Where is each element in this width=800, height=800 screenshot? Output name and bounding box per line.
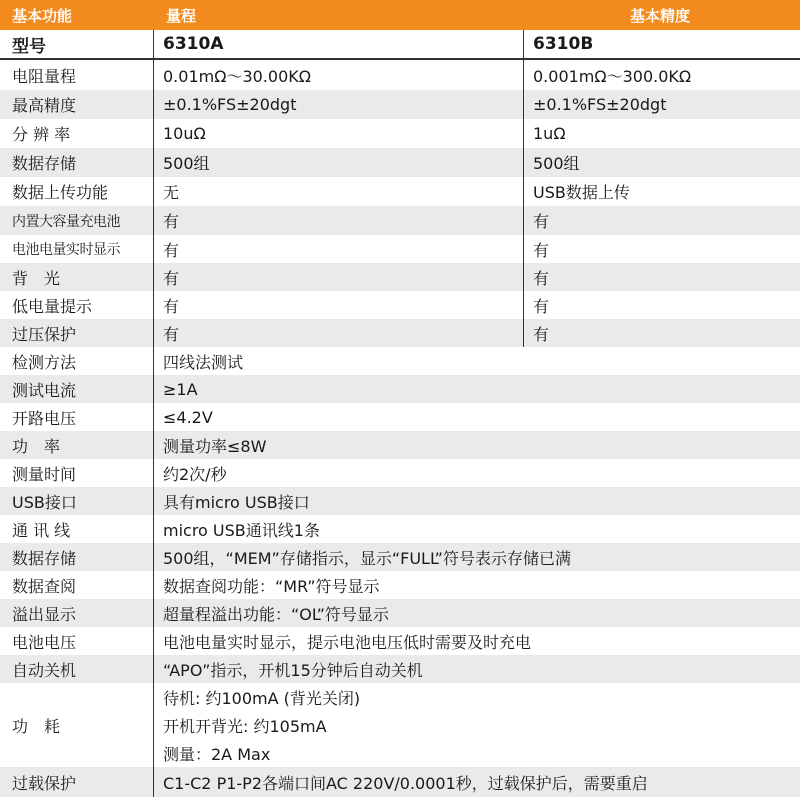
- row-value: micro USB通讯线1条: [163, 520, 320, 540]
- table-row: [0, 90, 800, 119]
- row-value: 测量功率≤8W: [163, 436, 267, 456]
- row-label: USB接口: [0, 487, 154, 515]
- table-row: [0, 263, 800, 291]
- row-value-a: ±0.1%FS±20dgt: [154, 90, 524, 119]
- table-row: [0, 403, 800, 431]
- row-label: 低电量提示: [0, 291, 154, 319]
- row-value-a: 10uΩ: [154, 119, 524, 148]
- table-row: [0, 655, 800, 683]
- row-value-b: 500组: [533, 154, 580, 173]
- row-value-a: 有: [154, 319, 524, 347]
- row-value-b: 有: [533, 240, 550, 260]
- row-value: “APO”指示，开机15分钟后自动关机: [163, 660, 423, 680]
- power-line-backlight: 开机开背光: 约105mA: [163, 716, 327, 736]
- row-value-b: USB数据上传: [533, 183, 630, 202]
- row-value-b: 1uΩ: [533, 124, 566, 143]
- row-label: 开路电压: [0, 403, 154, 431]
- row-label: 最高精度: [0, 90, 154, 119]
- table-row: [0, 177, 800, 206]
- row-label: 检测方法: [0, 347, 154, 375]
- row-label: 数据存储: [0, 148, 154, 177]
- row-value-a: 有: [154, 235, 524, 263]
- power-consumption-row: [0, 683, 800, 767]
- row-label: 过压保护: [0, 319, 154, 347]
- model-b: 6310B: [533, 34, 594, 54]
- row-label: 分 辨 率: [0, 119, 154, 148]
- table-row: [0, 375, 800, 403]
- table-row: [0, 235, 800, 263]
- row-value: 四线法测试: [163, 352, 244, 372]
- table-row: [0, 599, 800, 627]
- row-value-b: 有: [533, 296, 550, 316]
- row-value-a: 有: [154, 291, 524, 319]
- header-range: 量程: [166, 6, 197, 25]
- header-basic-function: 基本功能: [12, 6, 73, 25]
- row-label: 数据查阅: [0, 571, 154, 599]
- row-value-b: 有: [533, 212, 550, 231]
- table-row: [0, 487, 800, 515]
- table-row: [0, 291, 800, 319]
- row-label: 自动关机: [0, 655, 154, 683]
- row-value-a: 有: [154, 263, 524, 291]
- row-value-b: ±0.1%FS±20dgt: [533, 95, 667, 114]
- table-row: [0, 543, 800, 571]
- row-label: 功 率: [0, 431, 154, 459]
- model-row: [0, 30, 800, 60]
- table-row: [0, 571, 800, 599]
- overload-protection-row: [0, 767, 800, 797]
- row-value-b: 有: [533, 324, 550, 344]
- table-row: [0, 60, 800, 90]
- row-value: ≤4.2V: [163, 407, 213, 427]
- table-row: [0, 515, 800, 543]
- spec-table: [0, 30, 800, 797]
- power-line-measure: 测量：2A Max: [163, 744, 271, 764]
- table-header: [0, 0, 800, 30]
- row-value-a: 无: [154, 177, 524, 206]
- row-value-b: 有: [533, 268, 550, 288]
- row-value: ≥1A: [163, 379, 198, 399]
- power-line-standby: 待机: 约100mA (背光关闭): [163, 688, 361, 708]
- row-label: 功 耗: [0, 683, 154, 767]
- row-label: 溢出显示: [0, 599, 154, 627]
- row-label: 数据存储: [0, 543, 154, 571]
- row-value: 具有micro USB接口: [163, 492, 310, 512]
- row-label: 背 光: [0, 263, 154, 291]
- row-label: 通 讯 线: [0, 515, 154, 543]
- row-value-a: 0.01mΩ～30.00KΩ: [154, 60, 524, 90]
- row-label: 内置大容量充电池: [0, 206, 154, 235]
- model-a: 6310A: [154, 30, 524, 58]
- row-value-a: 有: [154, 206, 524, 235]
- table-row: [0, 431, 800, 459]
- row-value: 数据查阅功能：“MR”符号显示: [163, 576, 380, 596]
- row-value: 500组，“MEM”存储指示，显示“FULL”符号表示存储已满: [163, 548, 571, 568]
- row-value-b: 0.001mΩ～300.0KΩ: [533, 66, 692, 86]
- table-row: [0, 148, 800, 177]
- row-value: 超量程溢出功能：“OL”符号显示: [163, 604, 389, 624]
- row-label: 测量时间: [0, 459, 154, 487]
- row-label: 过载保护: [0, 767, 154, 797]
- row-label: 数据上传功能: [0, 177, 154, 206]
- table-row: [0, 319, 800, 347]
- row-value-a: 500组: [154, 148, 524, 177]
- power-consumption-values: [154, 683, 800, 767]
- table-row: [0, 459, 800, 487]
- table-row: [0, 119, 800, 148]
- row-label: 电池电量实时显示: [0, 235, 154, 263]
- header-basic-accuracy: 基本精度: [629, 6, 690, 25]
- row-label: 测试电流: [0, 375, 154, 403]
- row-value: 约2次/秒: [163, 464, 227, 484]
- row-label: 电池电压: [0, 627, 154, 655]
- row-value: 电池电量实时显示，提示电池电压低时需要及时充电: [163, 632, 532, 652]
- table-row: [0, 347, 800, 375]
- model-label: 型号: [0, 30, 154, 58]
- table-row: [0, 206, 800, 235]
- row-value: C1-C2 P1-P2各端口间AC 220V/0.0001秒，过载保护后，需要重启: [163, 773, 648, 793]
- row-label: 电阻量程: [0, 60, 154, 90]
- table-row: [0, 627, 800, 655]
